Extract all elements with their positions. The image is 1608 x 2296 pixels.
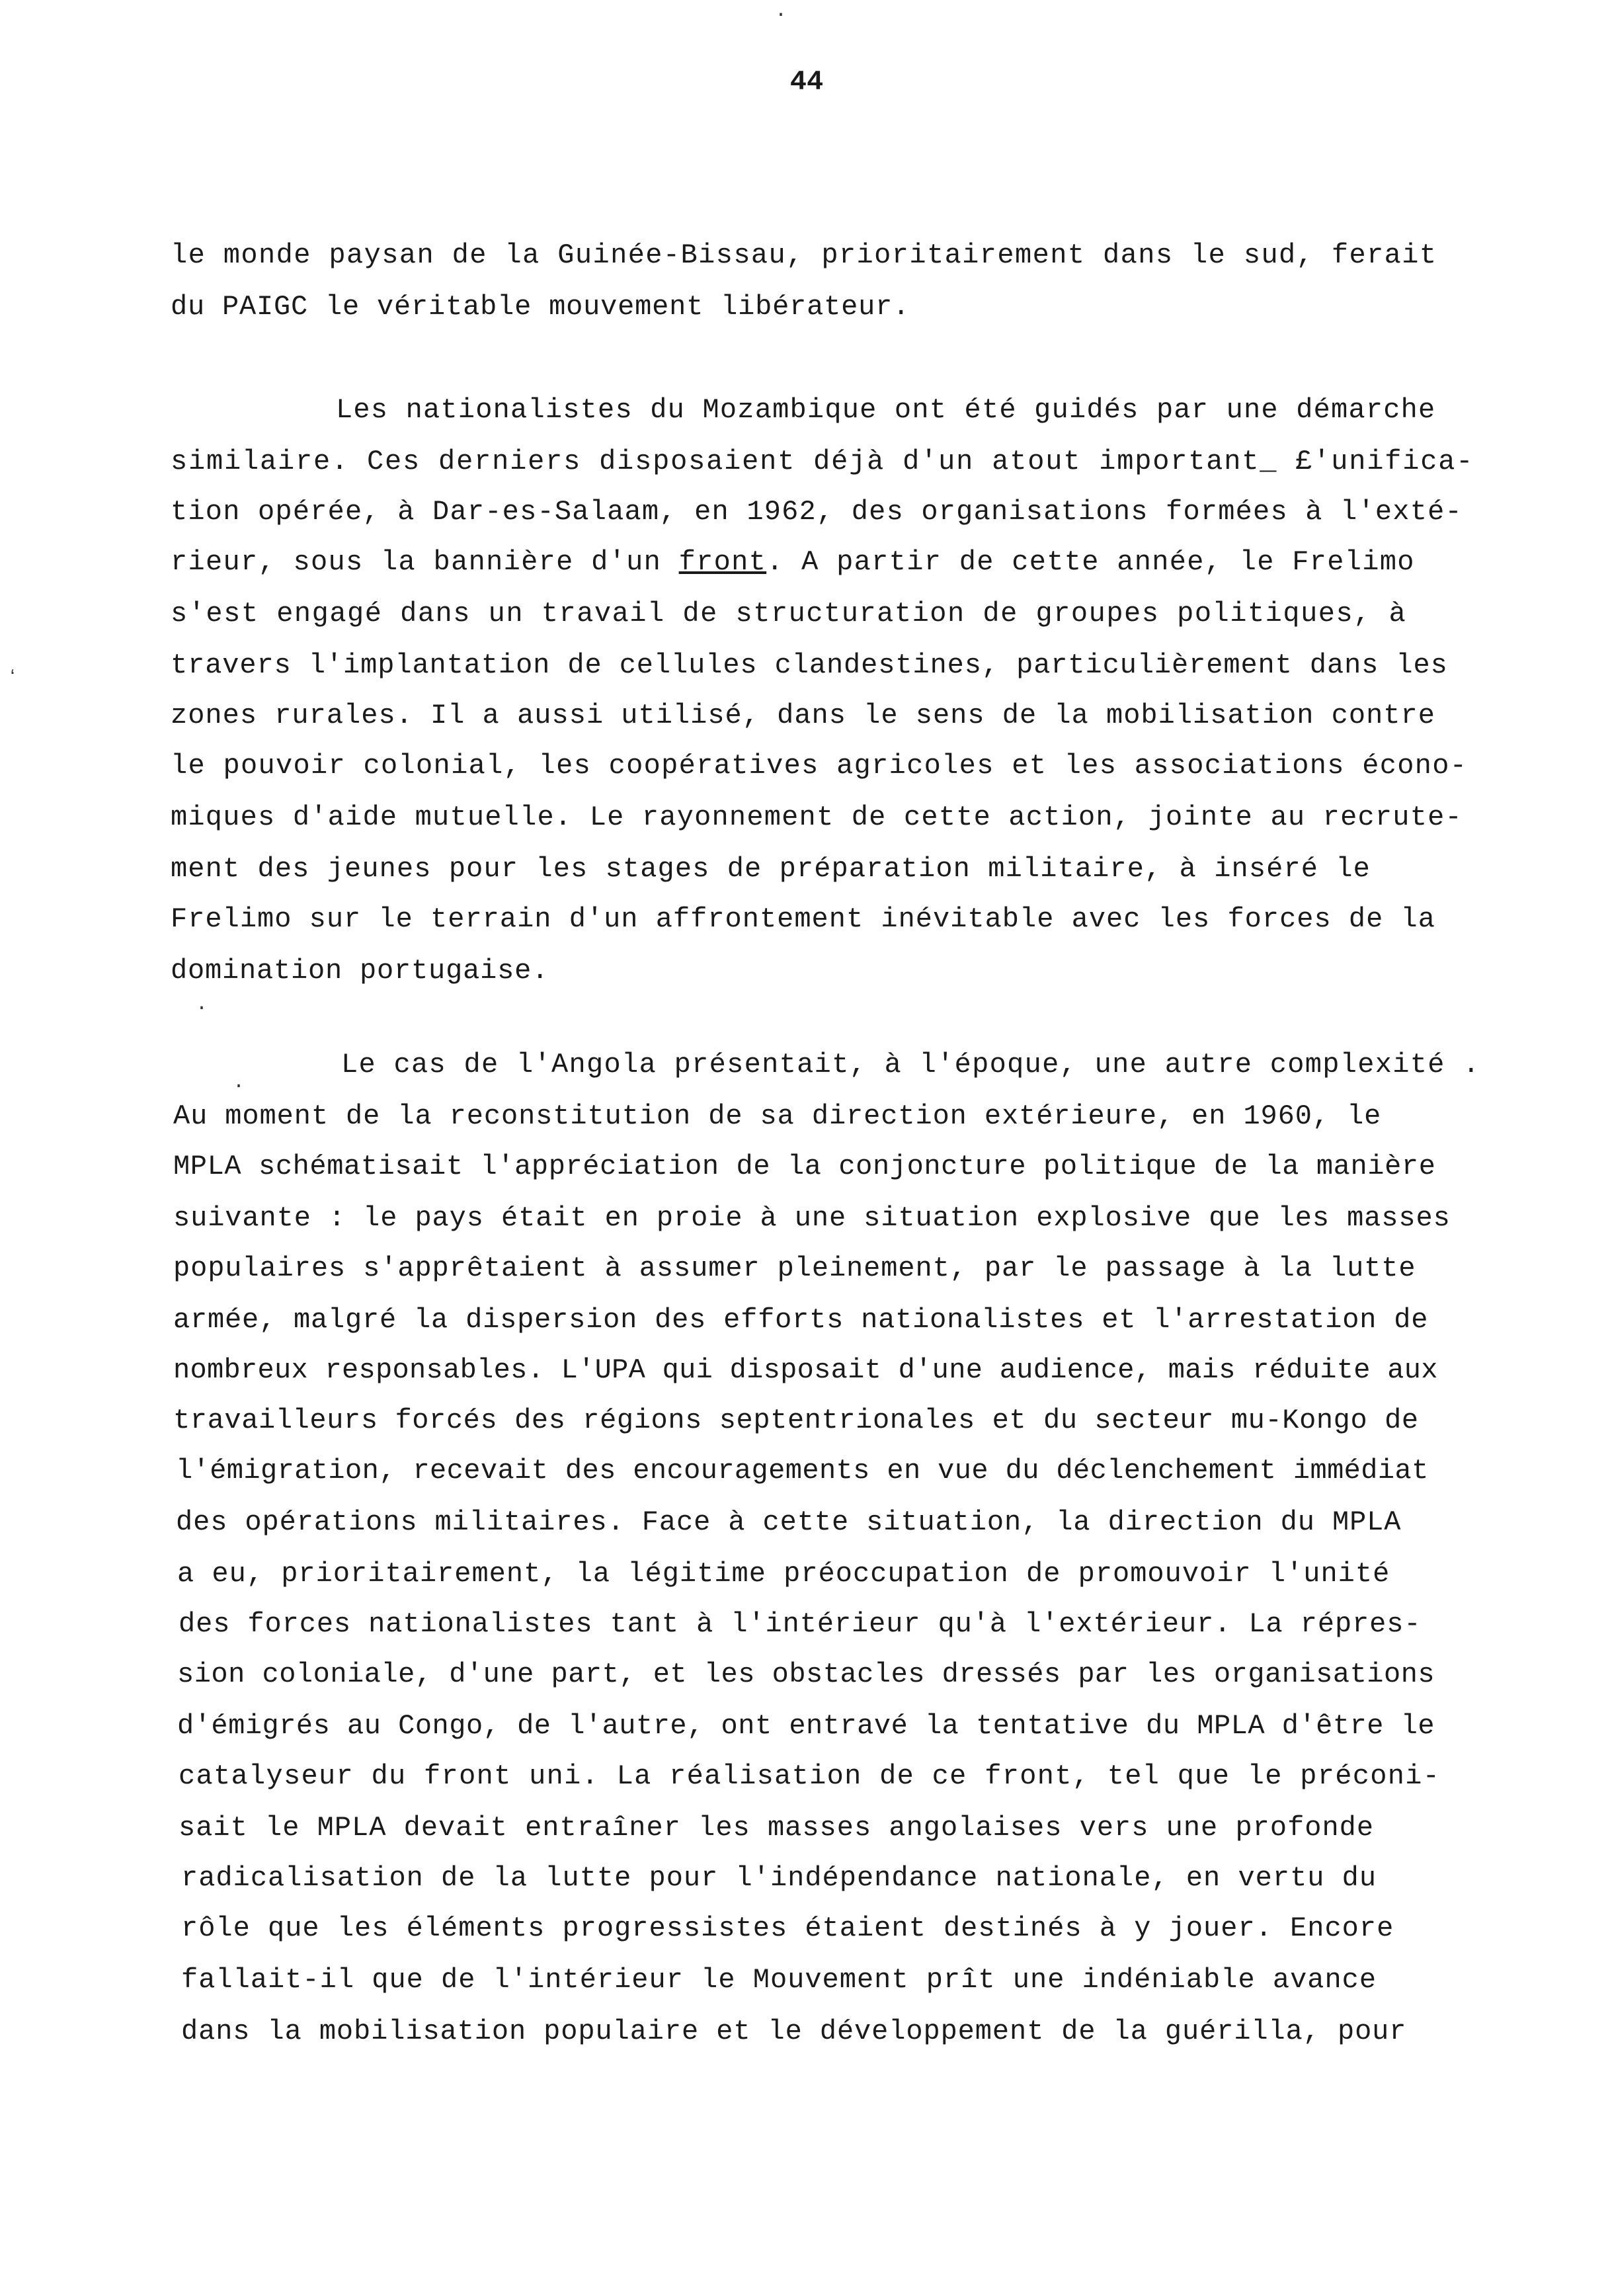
text-line: radicalisation de la lutte pour l'indépendance nationale, en vertu du bbox=[181, 1862, 1377, 1894]
text-line: dans la mobilisation populaire et le développement de la guérilla, pour bbox=[181, 2016, 1407, 2047]
text-line: sion coloniale, d'une part, et les obstacles dressés par les organisations bbox=[177, 1659, 1435, 1690]
text-line: s'est engagé dans un travail de structuration de groupes politiques, à bbox=[171, 598, 1407, 630]
text-line: d'émigrés au Congo, de l'autre, ont entravé la tentative du MPLA d'être le bbox=[177, 1710, 1435, 1742]
text-line: des opérations militaires. Face à cette situation, la direction du MPLA bbox=[176, 1506, 1402, 1538]
underlined-word: front bbox=[678, 546, 767, 578]
text-line: catalyseur du front uni. La réalisation de ce front, tel que le préconi- bbox=[179, 1760, 1441, 1792]
text-line: suivante : le pays était en proie à une situation explosive que les masses bbox=[173, 1202, 1451, 1234]
text-line: Au moment de la reconstitution de sa direction extérieure, en 1960, le bbox=[173, 1100, 1382, 1132]
text-line: similaire. Ces derniers disposaient déjà d'un atout important_ £'unifica- bbox=[171, 446, 1474, 477]
text-line: le pouvoir colonial, les coopératives agricoles et les associations écono- bbox=[171, 750, 1468, 782]
scan-speck: · bbox=[233, 1075, 245, 1098]
text-line: a eu, prioritairement, la légitime préoccupation de promouvoir l'unité bbox=[177, 1558, 1390, 1590]
text-line: zones rurales. Il a aussi utilisé, dans le sens de la mobilisation contre bbox=[171, 700, 1435, 731]
text-line: l'émigration, recevait des encouragements en vue du déclenchement immédiat bbox=[176, 1455, 1429, 1487]
text-segment: rieur, sous la bannière d'un bbox=[171, 546, 679, 578]
text-line: le monde paysan de la Guinée-Bissau, prioritairement dans le sud, ferait bbox=[171, 239, 1437, 271]
text-line: travers l'implantation de cellules clandestines, particulièrement dans les bbox=[171, 649, 1448, 681]
text-line: fallait-il que de l'intérieur le Mouvement prît une indéniable avance bbox=[181, 1964, 1377, 1996]
text-line: des forces nationalistes tant à l'intérieur qu'à l'extérieur. La répres- bbox=[179, 1608, 1422, 1640]
scan-speck: · bbox=[196, 997, 208, 1020]
page-number: 44 bbox=[789, 66, 824, 98]
text-line: du PAIGC le véritable mouvement libérateur. bbox=[171, 291, 910, 323]
text-segment: . A partir de cette année, le Frelimo bbox=[766, 546, 1415, 578]
scan-speck: · bbox=[775, 4, 787, 26]
text-line: nombreux responsables. L'UPA qui disposait d'une audience, mais réduite aux bbox=[173, 1354, 1438, 1386]
text-line: Frelimo sur le terrain d'un affrontement inévitable avec les forces de la bbox=[171, 903, 1435, 935]
text-line bbox=[171, 546, 1415, 578]
text-line: populaires s'apprêtaient à assumer pleinement, par le passage à la lutte bbox=[173, 1252, 1416, 1284]
text-line: Le cas de l'Angola présentait, à l'époque, une autre complexité . bbox=[341, 1049, 1480, 1081]
text-line: travailleurs forcés des régions septentrionales et du secteur mu-Kongo de bbox=[173, 1405, 1419, 1436]
text-line: sait le MPLA devait entraîner les masses angolaises vers une profonde bbox=[179, 1812, 1375, 1844]
text-line: rôle que les éléments progressistes étaient destinés à y jouer. Encore bbox=[181, 1912, 1394, 1944]
text-line: MPLA schématisait l'appréciation de la conjoncture politique de la manière bbox=[173, 1151, 1436, 1182]
text-line: domination portugaise. bbox=[171, 955, 549, 987]
text-line: Les nationalistes du Mozambique ont été guidés par une démarche bbox=[336, 394, 1436, 426]
text-line: ment des jeunes pour les stages de préparation militaire, à inséré le bbox=[171, 853, 1371, 885]
text-line: miques d'aide mutuelle. Le rayonnement de cette action, jointe au recrute- bbox=[171, 801, 1463, 833]
text-line: tion opérée, à Dar-es-Salaam, en 1962, des organisations formées à l'exté- bbox=[171, 496, 1463, 528]
text-line: armée, malgré la dispersion des efforts nationalistes et l'arrestation de bbox=[173, 1304, 1429, 1336]
scan-speck: ʻ bbox=[7, 668, 19, 690]
